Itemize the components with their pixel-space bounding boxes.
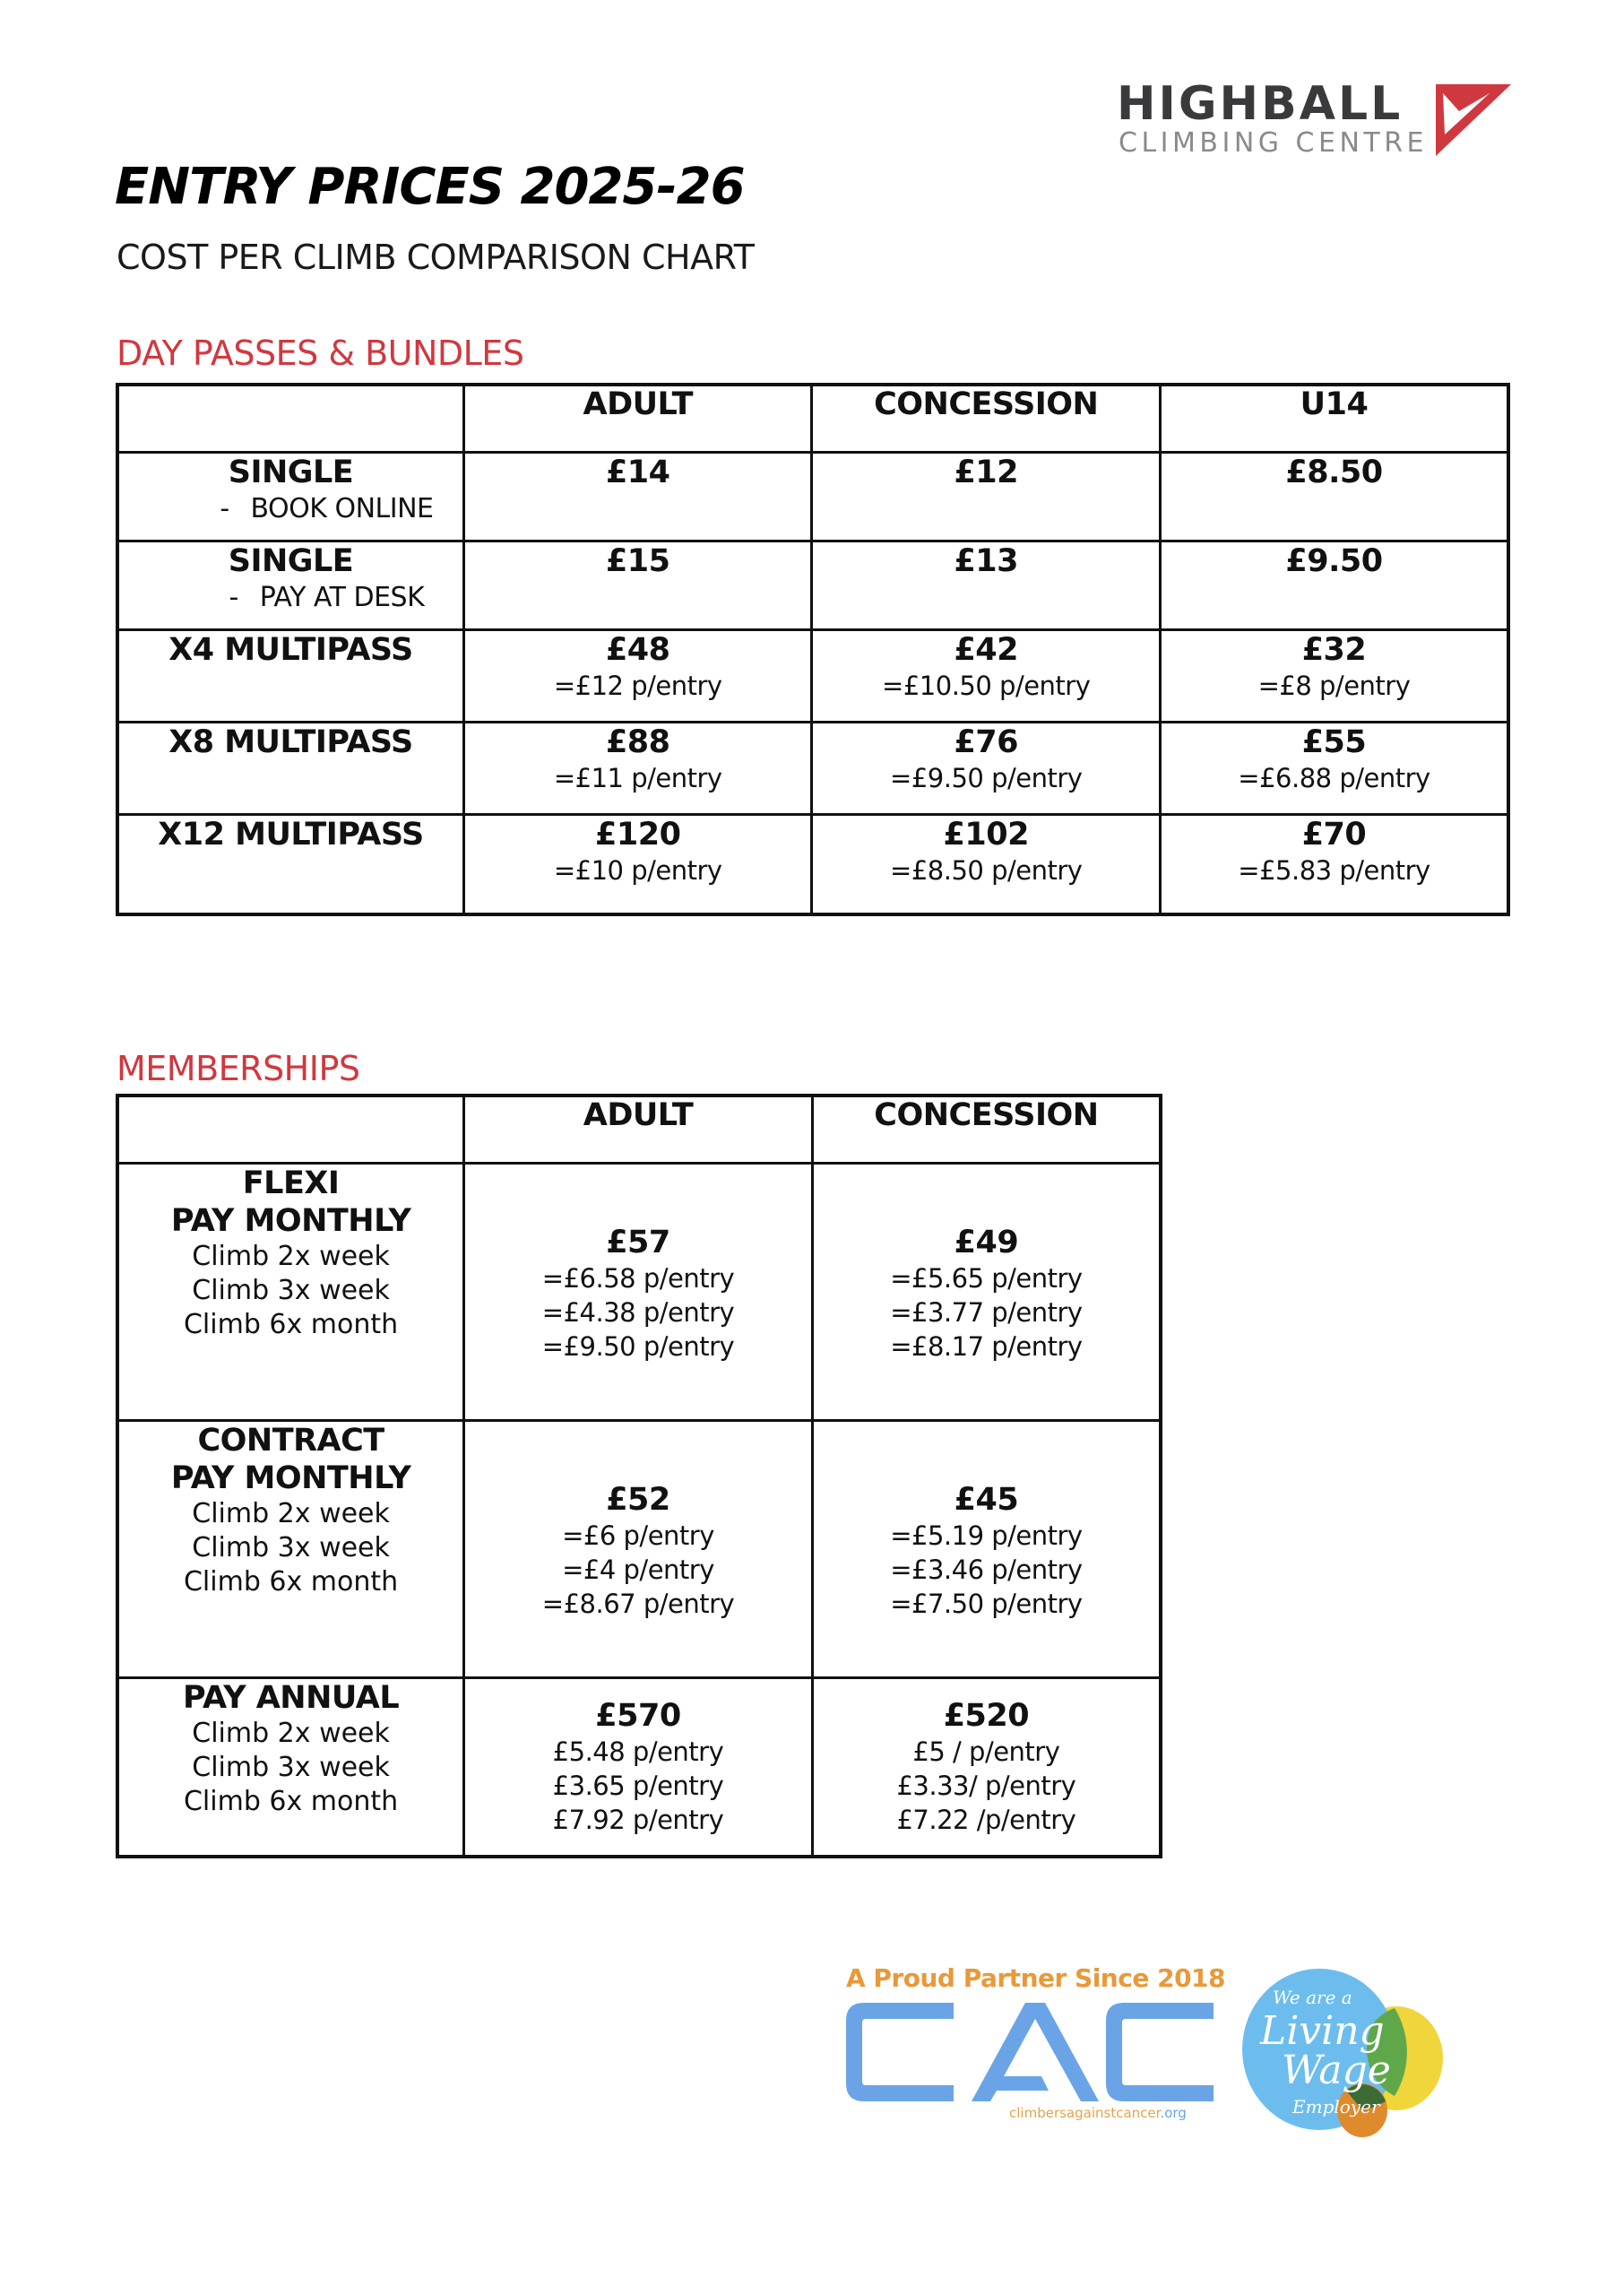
price: £70 — [1301, 817, 1367, 853]
per-entry: £3.33/ p/entry — [896, 1771, 1076, 1801]
table-row — [117, 630, 1508, 723]
per-entry: =£12 p/entry — [553, 671, 722, 701]
price: £42 — [954, 632, 1019, 668]
row-label — [117, 630, 463, 723]
living-wage-line4: Employer — [1292, 2096, 1380, 2117]
price-cell-adult — [464, 1164, 813, 1421]
price-cell-concession — [812, 1678, 1161, 1858]
cac-website — [1009, 2105, 1187, 2121]
living-wage-logo — [1237, 1967, 1461, 2146]
price-cell-adult — [463, 453, 812, 541]
row-subtitle — [119, 491, 462, 527]
per-entry: =£3.77 p/entry — [890, 1297, 1083, 1328]
per-entry: =£10.50 p/entry — [882, 671, 1091, 701]
row-title: PAY ANNUAL — [183, 1680, 400, 1716]
page-title: ENTRY PRICES 2025-26 — [115, 158, 745, 216]
frequency-label: Climb 2x week — [192, 1498, 390, 1529]
column-header-blank — [117, 1096, 464, 1164]
frequency-label: Climb 3x week — [192, 1275, 390, 1306]
price-cell-adult — [463, 630, 812, 723]
per-entry: £5 / p/entry — [912, 1736, 1060, 1767]
row-subtitle — [119, 580, 462, 616]
price-cell-concession — [812, 630, 1161, 723]
row-title: FLEXI — [242, 1165, 340, 1201]
frequency-label: Climb 3x week — [192, 1752, 390, 1783]
per-entry: =£8 p/entry — [1257, 671, 1411, 701]
per-entry: =£9.50 p/entry — [890, 763, 1083, 793]
frequency-label: Climb 3x week — [192, 1532, 390, 1563]
per-entry: =£7.50 p/entry — [890, 1589, 1083, 1619]
row-label — [117, 1421, 464, 1678]
bullet-dash: - — [229, 582, 238, 613]
living-wage-line2: Living — [1260, 2008, 1385, 2054]
per-entry: =£6.88 p/entry — [1238, 763, 1430, 793]
row-label — [117, 541, 463, 630]
price-cell-adult — [463, 723, 812, 815]
per-entry: =£9.50 p/entry — [541, 1331, 735, 1362]
price-cell-adult — [464, 1678, 813, 1858]
column-header-concession: CONCESSION — [812, 1096, 1161, 1164]
logo-wordmark: HIGHBALL — [1117, 77, 1404, 131]
section-heading-day-passes: DAY PASSES & BUNDLES — [117, 333, 524, 373]
price-cell-u14 — [1160, 723, 1508, 815]
logo-tagline: CLIMBING CENTRE — [1119, 127, 1429, 159]
column-header-adult: ADULT — [464, 1096, 813, 1164]
partner-logos — [842, 1963, 1470, 2143]
bullet-dash: - — [220, 493, 229, 524]
per-entry: =£6 p/entry — [562, 1520, 714, 1551]
row-label — [117, 1678, 464, 1858]
frequency-label: Climb 2x week — [192, 1241, 390, 1272]
price: £9.50 — [1285, 543, 1383, 579]
price: £48 — [605, 632, 670, 668]
per-entry: =£10 p/entry — [553, 855, 722, 886]
table-row — [117, 815, 1508, 915]
table-header-row — [117, 385, 1508, 453]
price-cell-concession — [812, 723, 1161, 815]
per-entry: =£8.50 p/entry — [890, 855, 1083, 886]
living-wage-line3: Wage — [1282, 2048, 1391, 2093]
per-entry: =£6.58 p/entry — [541, 1263, 735, 1294]
price: £15 — [605, 543, 670, 579]
price-cell-concession — [812, 1421, 1161, 1678]
frequency-label: Climb 2x week — [192, 1718, 390, 1749]
page-subtitle: COST PER CLIMB COMPARISON CHART — [117, 238, 755, 277]
price: £14 — [605, 455, 670, 490]
per-entry: £5.48 p/entry — [552, 1736, 724, 1767]
memberships-table — [116, 1094, 1162, 1858]
row-title: PAY MONTHLY — [170, 1203, 411, 1239]
cac-url-tld: .org — [1160, 2105, 1187, 2121]
price-cell-concession — [812, 1164, 1161, 1421]
price: £88 — [605, 724, 670, 760]
price: £45 — [954, 1482, 1019, 1518]
price-cell-u14 — [1160, 453, 1508, 541]
price: £32 — [1301, 632, 1367, 668]
row-title: PAY MONTHLY — [170, 1460, 411, 1496]
per-entry: =£8.17 p/entry — [890, 1331, 1083, 1362]
column-header-blank — [117, 385, 463, 453]
price: £13 — [954, 543, 1019, 579]
table-row — [117, 1421, 1161, 1678]
highball-logo — [1117, 79, 1511, 160]
row-label — [117, 453, 463, 541]
price: £12 — [954, 455, 1019, 490]
cac-partner-tagline: A Proud Partner Since 2018 — [846, 1963, 1226, 1993]
row-label — [117, 1164, 464, 1421]
price: £55 — [1301, 724, 1367, 760]
price-cell-concession — [812, 541, 1161, 630]
row-subtitle-text: PAY AT DESK — [259, 582, 425, 613]
price-cell-adult — [464, 1421, 813, 1678]
table-row — [117, 723, 1508, 815]
per-entry: =£4 p/entry — [562, 1555, 714, 1585]
table-row — [117, 453, 1508, 541]
price: £52 — [606, 1482, 670, 1518]
living-wage-line1: We are a — [1273, 1987, 1352, 2008]
row-title: SINGLE — [228, 455, 354, 490]
price-cell-concession — [812, 815, 1161, 915]
table-header-row — [117, 1096, 1161, 1164]
price-cell-u14 — [1160, 541, 1508, 630]
per-entry: =£8.67 p/entry — [541, 1589, 735, 1619]
per-entry: £3.65 p/entry — [552, 1771, 724, 1801]
per-entry: =£3.46 p/entry — [890, 1555, 1083, 1585]
row-label — [117, 723, 463, 815]
price-cell-u14 — [1160, 815, 1508, 915]
row-title: CONTRACT — [197, 1423, 384, 1459]
column-header-concession: CONCESSION — [812, 385, 1161, 453]
price: £570 — [595, 1698, 681, 1734]
price-cell-adult — [463, 815, 812, 915]
price: £102 — [943, 817, 1029, 853]
price-cell-u14 — [1160, 630, 1508, 723]
price-cell-concession — [812, 453, 1161, 541]
frequency-label: Climb 6x month — [183, 1786, 399, 1817]
per-entry: =£5.83 p/entry — [1238, 855, 1430, 886]
table-row — [117, 1164, 1161, 1421]
row-label — [117, 815, 463, 915]
frequency-label: Climb 6x month — [183, 1309, 399, 1340]
price: £49 — [954, 1225, 1019, 1260]
per-entry: £7.92 p/entry — [552, 1805, 724, 1835]
column-header-u14: U14 — [1160, 385, 1508, 453]
price: £520 — [943, 1698, 1030, 1734]
row-title: SINGLE — [228, 543, 354, 579]
per-entry: £7.22 /p/entry — [896, 1805, 1076, 1835]
frequency-label: Climb 6x month — [183, 1566, 399, 1598]
logo-arrow-icon — [1436, 84, 1511, 156]
row-title: X12 MULTIPASS — [158, 817, 424, 853]
per-entry: =£11 p/entry — [553, 763, 722, 793]
table-row — [117, 541, 1508, 630]
per-entry: =£4.38 p/entry — [541, 1297, 735, 1328]
cac-logo-icon — [846, 2003, 1214, 2101]
per-entry: =£5.65 p/entry — [890, 1263, 1083, 1294]
price: £120 — [595, 817, 681, 853]
cac-url-main: climbersagainstcancer — [1009, 2105, 1161, 2121]
row-subtitle-text: BOOK ONLINE — [250, 493, 434, 524]
price: £8.50 — [1285, 455, 1383, 490]
row-title: X8 MULTIPASS — [168, 724, 413, 760]
price: £76 — [954, 724, 1019, 760]
price: £57 — [606, 1225, 670, 1260]
column-header-adult: ADULT — [463, 385, 812, 453]
row-title: X4 MULTIPASS — [168, 632, 413, 668]
per-entry: =£5.19 p/entry — [890, 1520, 1083, 1551]
price-cell-adult — [463, 541, 812, 630]
day-passes-table — [116, 383, 1510, 916]
table-row — [117, 1678, 1161, 1858]
section-heading-memberships: MEMBERSHIPS — [117, 1049, 360, 1088]
